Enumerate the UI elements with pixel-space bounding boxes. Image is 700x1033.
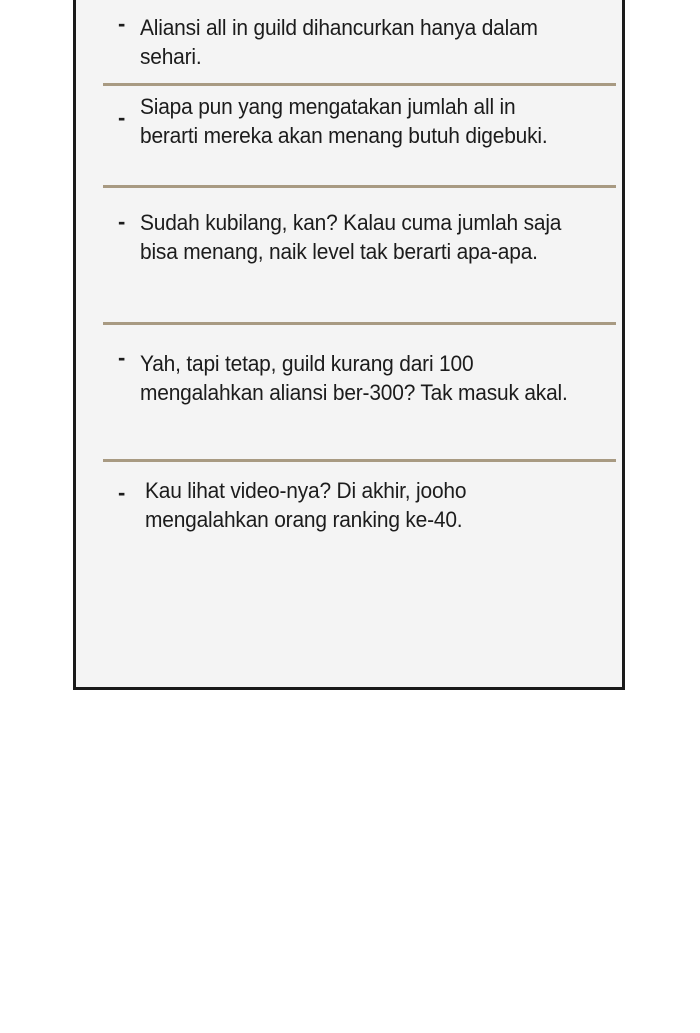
comment-dash: - — [118, 345, 126, 370]
comment-dash: - — [118, 480, 126, 505]
comment-text: Siapa pun yang mengatakan jumlah all in berarti mereka akan menang butuh digebuki. — [140, 94, 548, 148]
comment-panel — [73, 0, 625, 690]
comment-text: Sudah kubilang, kan? Kalau cuma jumlah saja bisa menang, naik level tak berarti apa-apa. — [140, 210, 562, 264]
divider — [103, 459, 616, 462]
comment-text: Yah, tapi tetap, guild kurang dari 100 mengalahkan aliansi ber-300? Tak masuk akal. — [140, 351, 568, 405]
divider — [103, 83, 616, 86]
divider — [103, 185, 616, 188]
comment-text: Aliansi all in guild dihancurkan hanya dalam sehari. — [140, 15, 538, 69]
divider — [103, 322, 616, 325]
comment-text: Kau lihat video-nya? Di akhir, jooho mengalahkan orang ranking ke-40. — [145, 478, 467, 532]
comment-dash: - — [118, 105, 126, 130]
comment-dash: - — [118, 11, 126, 36]
comment-dash: - — [118, 209, 126, 234]
